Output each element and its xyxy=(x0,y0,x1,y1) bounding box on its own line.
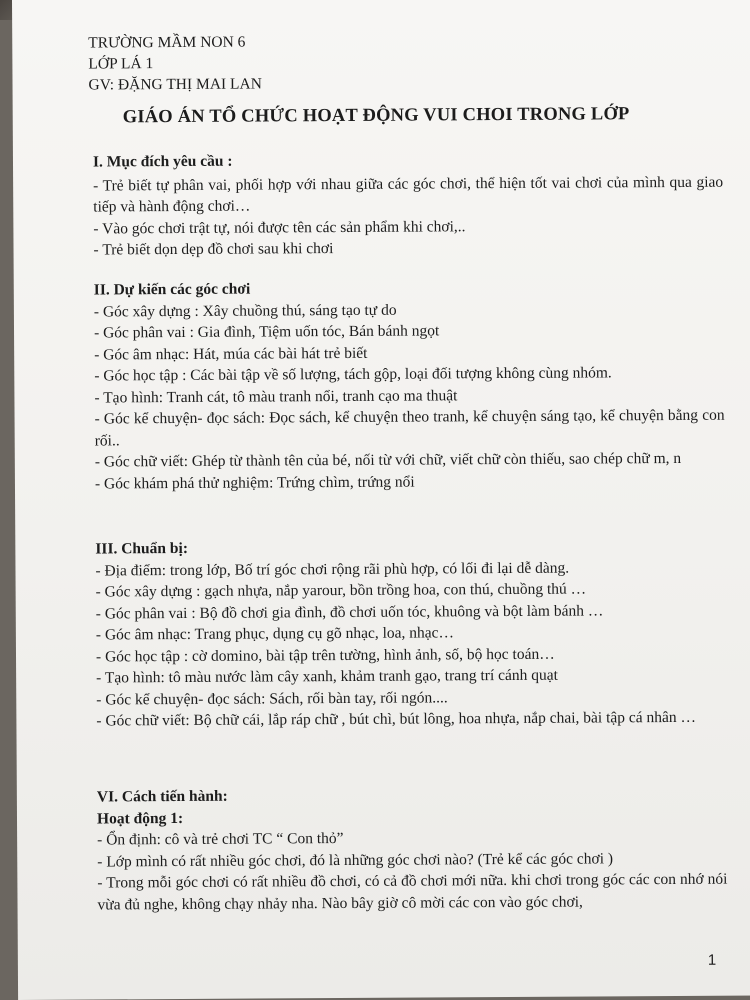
section-heading: III. Chuẩn bị: xyxy=(95,539,189,558)
school-name: TRƯỜNG MẦM NON 6 xyxy=(88,33,246,52)
section-play-corners xyxy=(94,276,725,495)
list-item: - Trẻ biết tự phân vai, phối hợp với nhau giữa các góc chơi, thể hiện tốt vai chơi của mình qua giao tiếp và hành động chơi… xyxy=(93,173,724,216)
list-item: - Góc phân vai : Bộ đồ chơi gia đình, đồ chơi uốn tóc, khuông và bột làm bánh … xyxy=(95,601,604,622)
list-item: - Ổn định: cô và trẻ chơi TC “ Con thỏ” xyxy=(97,829,344,849)
list-item: - Trong mỗi góc chơi có rất nhiều đồ chơi, có cả đồ chơi mới nữa. khi chơi trong góc các con nhớ nói vừa đủ nghe, không chạy nhảy nha. Nào bây giờ cô mời các con vào góc chơi, xyxy=(97,870,728,913)
class-name: LỚP LÁ 1 xyxy=(88,55,154,73)
list-item: - Góc học tập : Các bài tập về số lượng, tách gộp, loại đối tượng không cùng nhóm. xyxy=(94,364,612,385)
list-item: - Lớp mình có rất nhiều góc chơi, đó là những góc chơi nào? (Trẻ kể các góc chơi ) xyxy=(97,849,614,870)
list-item: - Góc xây dựng : gạch nhựa, nắp yarour, bồn trồng hoa, con thú, chuồng thú … xyxy=(95,580,587,601)
list-item: - Vào góc chơi trật tự, nói được tên các sản phẩm khi chơi,.. xyxy=(93,217,466,238)
section-heading: II. Dự kiến các góc chơi xyxy=(93,280,251,299)
activity-heading: Hoạt động 1: xyxy=(96,809,184,827)
list-item: - Góc chữ viết: Ghép từ thành tên của bé, nối từ với chữ, viết chữ còn thiếu, sao chép chữ m, n xyxy=(94,449,682,471)
list-item: - Góc âm nhạc: Hát, múa các bài hát trẻ biết xyxy=(94,344,368,364)
list-item: - Tạo hình: Tranh cát, tô màu tranh nổi, tranh cạo ma thuật xyxy=(94,386,458,407)
section-procedure xyxy=(97,783,728,916)
section-heading: VI. Cách tiến hành: xyxy=(96,787,228,806)
list-item: - Góc kể chuyện- đọc sách: Đọc sách, kể chuyện theo tranh, kể chuyện sáng tạo, kể chuyện bằng con rối.. xyxy=(94,406,725,450)
list-item: - Góc phân vai : Gia đình, Tiệm uốn tóc, Bán bánh ngọt xyxy=(93,322,440,342)
list-item: - Góc chữ viết: Bộ chữ cái, lắp ráp chữ , bút chì, bút lông, hoa nhựa, nắp chai, bài tập cá nhân … xyxy=(96,708,697,730)
document-page xyxy=(12,0,750,1000)
list-item: - Góc học tập : cờ domino, bài tập trên tường, hình ảnh, số, bộ học toán… xyxy=(95,645,555,665)
list-item: - Địa điểm: trong lớp, Bố trí góc chơi rộng rãi phù hợp, có lối đi lại dễ dàng. xyxy=(95,559,570,580)
list-item: - Góc âm nhạc: Trang phục, dụng cụ gõ nhạc, loa, nhạc… xyxy=(95,624,455,644)
teacher-name: GV: ĐẶNG THỊ MAI LAN xyxy=(88,75,262,94)
page-number: 1 xyxy=(707,951,717,969)
list-item: - Góc khám phá thử nghiệm: Trứng chìm, trứng nổi xyxy=(94,473,415,493)
list-item: - Tạo hình: tô màu nước làm cây xanh, khảm tranh gạo, trang trí cánh quạt xyxy=(96,666,558,687)
list-item: - Góc xây dựng : Xây chuồng thú, sáng tạo tự do xyxy=(93,301,397,321)
list-item: - Góc kể chuyện- đọc sách: Sách, rối bàn tay, rối ngón.... xyxy=(96,688,448,708)
document-title: GIÁO ÁN TỔ CHỨC HOẠT ĐỘNG VUI CHOI TRONG LỚP xyxy=(122,104,630,128)
list-item: - Trẻ biết dọn dẹp đồ chơi sau khi chơi xyxy=(93,240,334,259)
section-objectives xyxy=(93,148,724,261)
section-preparation xyxy=(95,535,726,732)
section-heading: I. Mục đích yêu cầu : xyxy=(92,152,233,171)
document-header xyxy=(88,31,262,95)
